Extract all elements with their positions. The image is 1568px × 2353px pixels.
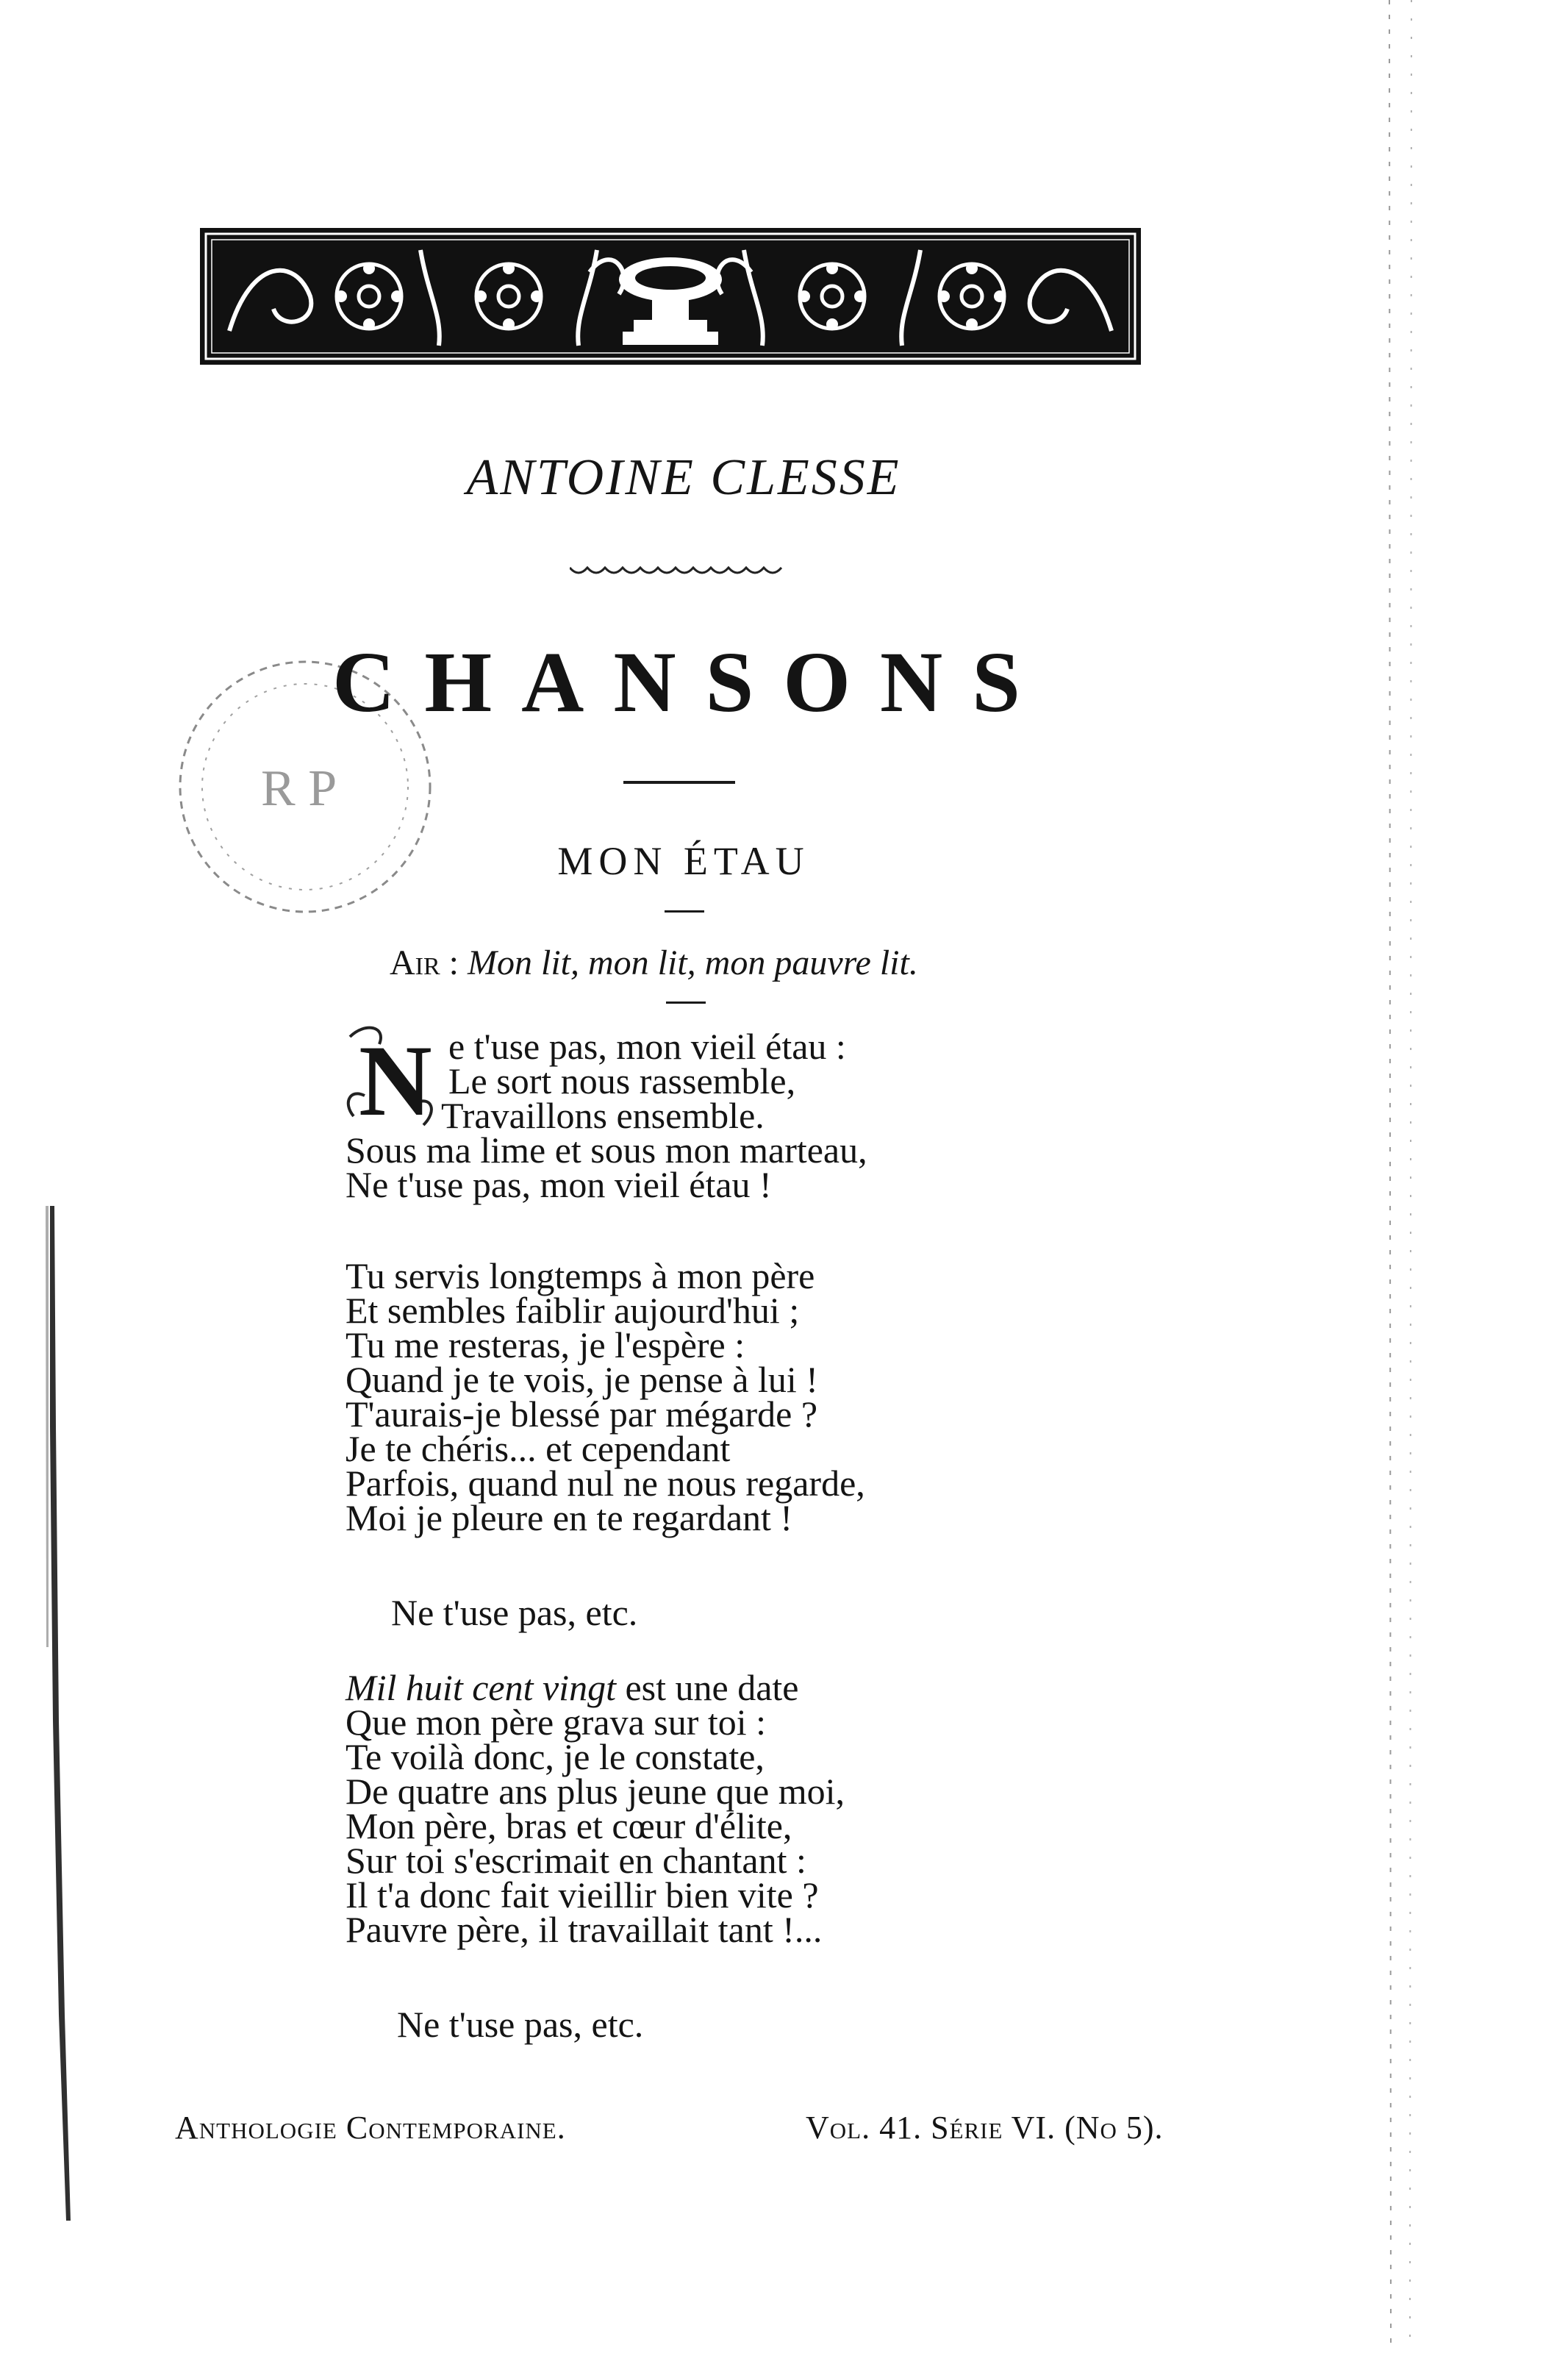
- poem-line: Travaillons ensemble.: [441, 1095, 765, 1136]
- poem-line: Sur toi s'escrimait en chantant :: [346, 1840, 806, 1881]
- decorative-header-band: [200, 228, 1141, 365]
- air-rule: [666, 1001, 706, 1004]
- refrain-stanza: [346, 1026, 867, 1205]
- poem-line: Moi je pleure en te regardant !: [346, 1497, 793, 1538]
- poem-line: Mil huit cent vingt est une date: [346, 1667, 799, 1708]
- poem-line: Tu servis longtemps à mon père: [346, 1255, 815, 1296]
- poem-line: Tu me resteras, je l'espère :: [346, 1324, 745, 1365]
- poem-line: Te voilà donc, je le constate,: [346, 1736, 765, 1777]
- poem-line: Ne t'use pas, etc.: [391, 1592, 638, 1633]
- poem-line: e t'use pas, mon vieil étau :: [448, 1026, 846, 1067]
- footer-publication: Anthologie Contemporaine.: [175, 2110, 566, 2146]
- poem-line: Je te chéris... et cependant: [346, 1428, 731, 1469]
- author-name: ANTOINE CLESSE: [466, 449, 901, 506]
- poem-line: Pauvre père, il travaillait tant !...: [346, 1909, 823, 1950]
- air-line: [390, 943, 918, 983]
- poem-line: Que mon père grava sur toi :: [346, 1702, 767, 1743]
- page-title: CHANSONS: [332, 634, 1050, 730]
- poem-line: Ne t'use pas, etc.: [397, 2004, 644, 2045]
- poem-line: Quand je te vois, je pense à lui !: [346, 1359, 818, 1400]
- poem-title: MON ÉTAU: [557, 839, 810, 883]
- date-italic: Mil huit cent vingt: [346, 1667, 616, 1708]
- air-tune: Mon lit, mon lit, mon pauvre lit.: [468, 943, 918, 982]
- stanza-1: [346, 1255, 865, 1538]
- page-edge-artifact: [1375, 0, 1433, 2353]
- poem-line: De quatre ans plus jeune que moi,: [346, 1771, 845, 1812]
- title-rule: [623, 781, 735, 784]
- poem-line: Ne t'use pas, mon vieil étau !: [346, 1164, 772, 1205]
- poem-line: Il t'a donc fait vieillir bien vite ?: [346, 1874, 819, 1915]
- svg-text:R P: R P: [261, 760, 337, 817]
- poem-line: Et sembles faiblir aujourd'hui ;: [346, 1290, 800, 1331]
- poem-line: Le sort nous rassemble,: [448, 1060, 796, 1101]
- poem-line: Parfois, quand nul ne nous regarde,: [346, 1463, 865, 1504]
- poem-line: Sous ma lime et sous mon marteau,: [346, 1129, 867, 1171]
- poem-title-rule: [665, 910, 704, 913]
- refrain-short-1: [391, 1592, 638, 1633]
- refrain-short-2: [397, 2004, 644, 2045]
- poem-line: T'aurais-je blessé par mégarde ?: [346, 1393, 818, 1435]
- drop-cap-letter: N: [359, 1024, 432, 1131]
- poem-line: Mon père, bras et cœur d'élite,: [346, 1805, 792, 1846]
- footer-volume: Vol. 41. Série VI. (No 5).: [806, 2110, 1164, 2146]
- air-label: Air :: [390, 943, 459, 982]
- binding-edge-artifact: [44, 1206, 74, 2235]
- stanza-2: [346, 1667, 845, 1950]
- decorative-squiggle: [570, 559, 783, 581]
